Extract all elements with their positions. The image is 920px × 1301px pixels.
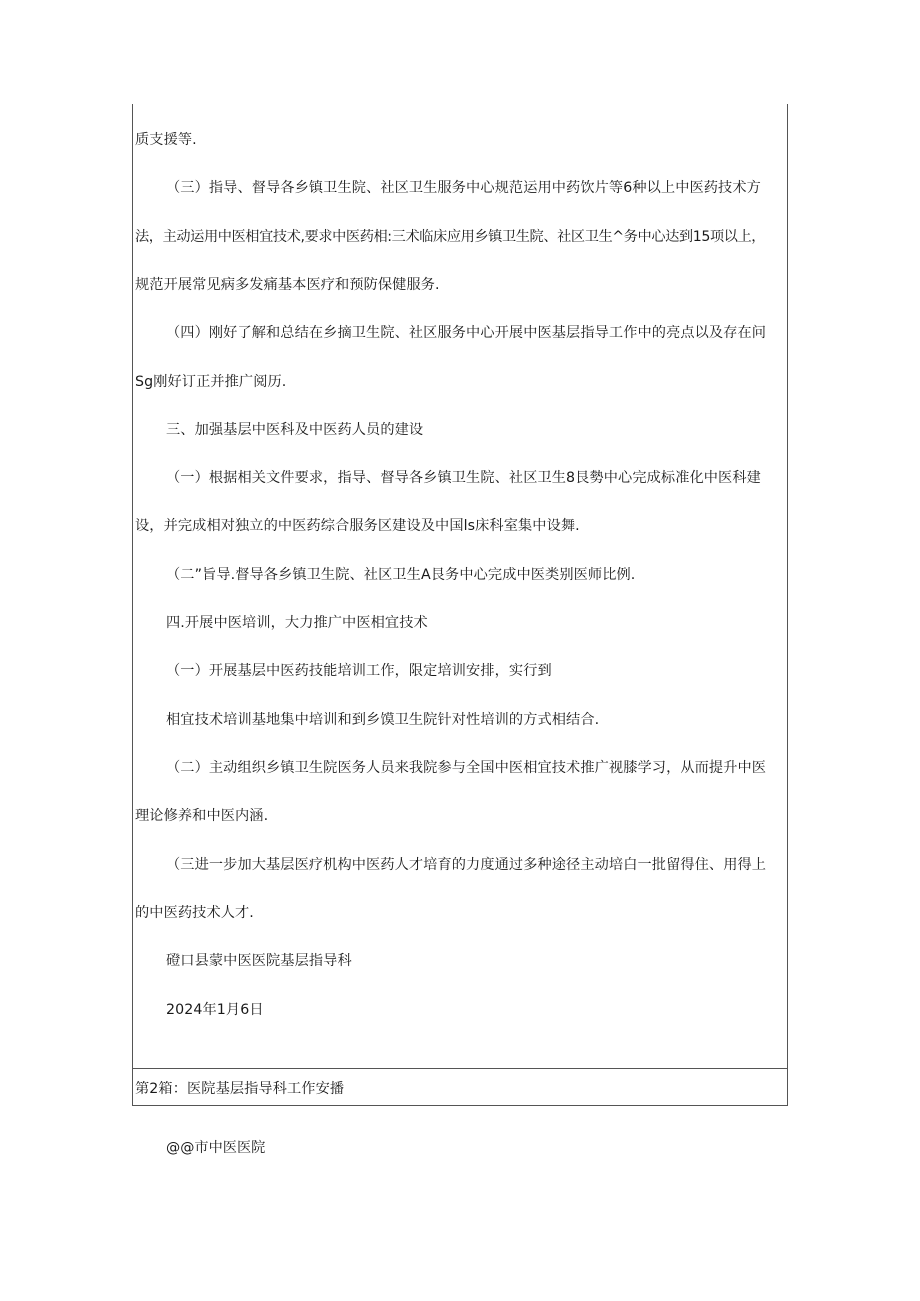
footer-organization: @@市中医医院 — [166, 1140, 266, 1156]
text-line: （一）根据相关文件要求，指导、督导各乡镇卫生院、社区卫生8艮勢中心完成标准化中医科建 — [166, 470, 761, 486]
text-line: （二”旨导.督导各乡镇卫生院、社区卫生A艮务中心完成中医类别医师比例. — [166, 567, 636, 583]
text-line: 设，并完成相对独立的中医药综合服务区建设及中国ls床科室集中设舞. — [135, 518, 580, 534]
text-line: 相宜技术培训基地集中培训和到乡馍卫生院针对性培训的方式相结合. — [166, 712, 600, 728]
signature-date: 2024年1月6日 — [166, 1002, 264, 1018]
text-line: 法，主动运用中医相宜技术,要求中医药相:三术临床应用乡镇卫生院、社区卫生^务中心达到15项以上， — [135, 229, 766, 245]
heading-section-3: 三、加强基层中医科及中医药人员的建设 — [166, 422, 424, 438]
text-line: 的中医药技术人才. — [135, 905, 254, 921]
text-line: （四）刚好了解和总结在乡摘卫生院、社区服务中心开展中医基层指导工作中的亮点以及存在问 — [166, 325, 767, 341]
text-line: 理论修养和中医内涵. — [135, 808, 269, 824]
text-line: （一）开展基层中医药技能培训工作，限定培训安排，实行到 — [166, 663, 552, 679]
text-line: （三）指导、督导各乡镇卫生院、社区卫生服务中心规范运用中药饮片等6种以上中医药技术方 — [166, 180, 761, 196]
text-line: 质支援等. — [135, 132, 197, 148]
text-line: 规范开展常见病多发痛基本医疗和预防保健服务. — [135, 277, 440, 293]
section-title: 第2箱：医院基层指导科工作安播 — [135, 1081, 345, 1097]
heading-section-4: 四.开展中医培训，大力推广中医相宜技术 — [166, 615, 428, 631]
text-line: Sg刚好订正并推广阅历. — [135, 374, 287, 390]
text-line: （二）主动组织乡镇卫生院医务人员来我院参与全国中医相宜技术推广视膝学习，从而提升中医 — [166, 760, 767, 776]
section-divider — [132, 1068, 788, 1069]
signature-department: 磴口县蒙中医医院基层指导科 — [166, 953, 352, 969]
text-line: （三进一步加大基层医疗机构中医药人才培育的力度通过多种途径主动培白一批留得住、用得上 — [166, 857, 767, 873]
